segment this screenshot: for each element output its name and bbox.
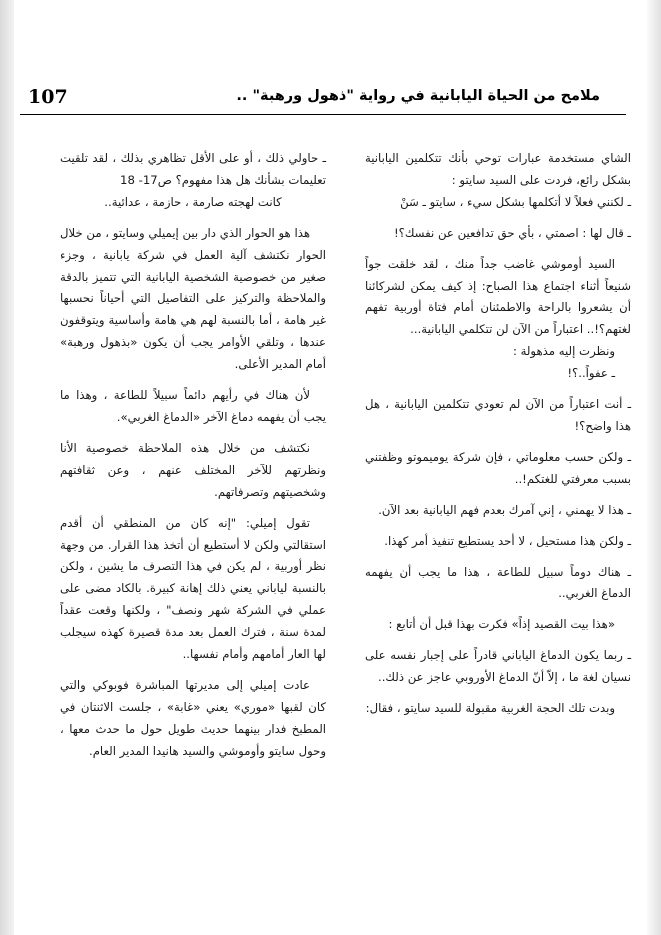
paragraph: هذا هو الحوار الذي دار بين إيميلي وسايتو ، من خلال الحوار نكتشف آلية العمل في شركة يابانية ، وجزء صغير من خصوصية الشخصية اليابانية التي تتميز بالدقة والملاحظة والتركيز على التفاصيل التي أحياناً نحسبها غير هامة ، أما بالنسبة لهم هي هامة وأساسية ويتوقفون عندها ، وتلقي الأوامر يجب أن يكون «بذهول ورهبة» أمام المدير الأعلى. xyxy=(60,225,326,372)
paragraph: ـ هذا لا يهمني ، إني آمرك بعدم فهم اليابانية بعد الآن. xyxy=(378,502,631,517)
paragraph: ـ لكنني فعلاً لا أتكلمها بشكل سيء ، سايتو ـ سَنْ xyxy=(400,194,631,209)
paragraph: «هذا بيت القصيد إذاً» فكرت بهذا قبل أن أتابع : xyxy=(388,617,615,632)
paragraph: الشاي مستخدمة عبارات توحي بأنك تتكلمين اليابانية بشكل رائع، فردت على السيد سايتو : xyxy=(365,151,631,187)
header-rule xyxy=(20,114,626,115)
paragraph: نكتشف من خلال هذه الملاحظة خصوصية الأنا ونظرتهم للآخر المختلف عنهم ، وعن ثقافتهم وشخصيتهم وتصرفاتهم. xyxy=(60,440,326,499)
paragraph: ـ ولكن حسب معلوماتي ، فإن شركة يوميموتو وظفتني بسبب معرفتي للغتكم!.. xyxy=(365,449,631,486)
paragraph: وبدت تلك الحجة الغربية مقبولة للسيد سايتو ، فقال: xyxy=(365,701,615,716)
page-gutter-left xyxy=(0,0,14,935)
paragraph: تقول إميلي: "إنه كان من المنطقي أن أقدم استقالتي ولكن لا أستطيع أن أتخذ هذا القرار. من وجهة نظر أوربية ، لم يكن في هذا التصرف ما يشين ، ولكن بالنسبة لياباني يعني ذلك إهانة كبيرة. بالكاد مضى على عملي في الشركة شهر ونصف" ، ولكنها وقعت عقداً لمدة سنة ، فترك العمل بعد مدة قصيرة كهذه سيجلب لها العار أمامهم وأمام نفسها.. xyxy=(60,515,326,662)
paragraph: ـ عفواً..؟! xyxy=(567,366,615,381)
paragraph: ـ هناك دوماً سبيل للطاعة ، هذا ما يجب أن يفهمه الدماغ الغربي.. xyxy=(365,564,631,601)
paragraph: السيد أوموشي غاضب جداً منك ، لقد خلقت جواً شنيعاً أثناء اجتماع هذا الصباح: إذ كيف يمكن لشركائنا أن يشعروا بالراحة والاطمئنان أمام فتاة أوربية تفهم لغتهم؟!.. اعتباراً من الآن لن تتكلمي اليابانية... xyxy=(365,256,631,337)
page-number: 107 xyxy=(28,86,68,108)
right-text-column xyxy=(365,148,631,720)
paragraph: ـ قال لها : اصمتي ، بأي حق تدافعين عن نفسك؟! xyxy=(393,225,631,240)
paragraph: عادت إميلي إلى مديرتها المباشرة فوبوكي والتي كان لقبها «موري» يعني «غابة» ، جلست الاثنتان في المطبخ فدار بينهما حديث طويل حول ما حدث معها ، وحول سايتو وأوموشي والسيد هانيدا المدير العام. xyxy=(60,677,326,758)
page-header xyxy=(20,86,626,116)
paragraph: ـ حاولي ذلك ، أو على الأقل تظاهري بذلك ، لقد تلقيت تعليمات بشأنك هل هذا مفهوم؟ ص17- 18 xyxy=(60,151,326,187)
paragraph: ـ ولكن هذا مستحيل ، لا أحد يستطيع تنفيذ أمر كهذا. xyxy=(384,533,631,548)
paragraph: ونظرت إليه مذهولة : xyxy=(512,344,615,359)
paragraph: ـ ربما يكون الدماغ الياباني قادراً على إجبار نفسه على نسيان لغة ما ، إلاّ أنّ الدماغ الأوروبي عاجز عن ذلك.. xyxy=(365,648,631,685)
page-gutter-right xyxy=(647,0,661,935)
running-title: ملامح من الحياة اليابانية في رواية "ذهول ورهبة" .. xyxy=(236,88,600,104)
paragraph: كانت لهجته صارمة ، حازمة ، عدائية.. xyxy=(104,194,282,209)
paragraph: لأن هناك في رأيهم دائماً سبيلاً للطاعة ، وهذا ما يجب أن يفهمه دماغ الآخر «الدماغ الغربي». xyxy=(60,388,326,424)
paragraph: ـ أنت اعتباراً من الآن لم تعودي تتكلمين اليابانية ، هل هذا واضح؟! xyxy=(365,397,631,433)
left-text-column xyxy=(60,148,326,763)
